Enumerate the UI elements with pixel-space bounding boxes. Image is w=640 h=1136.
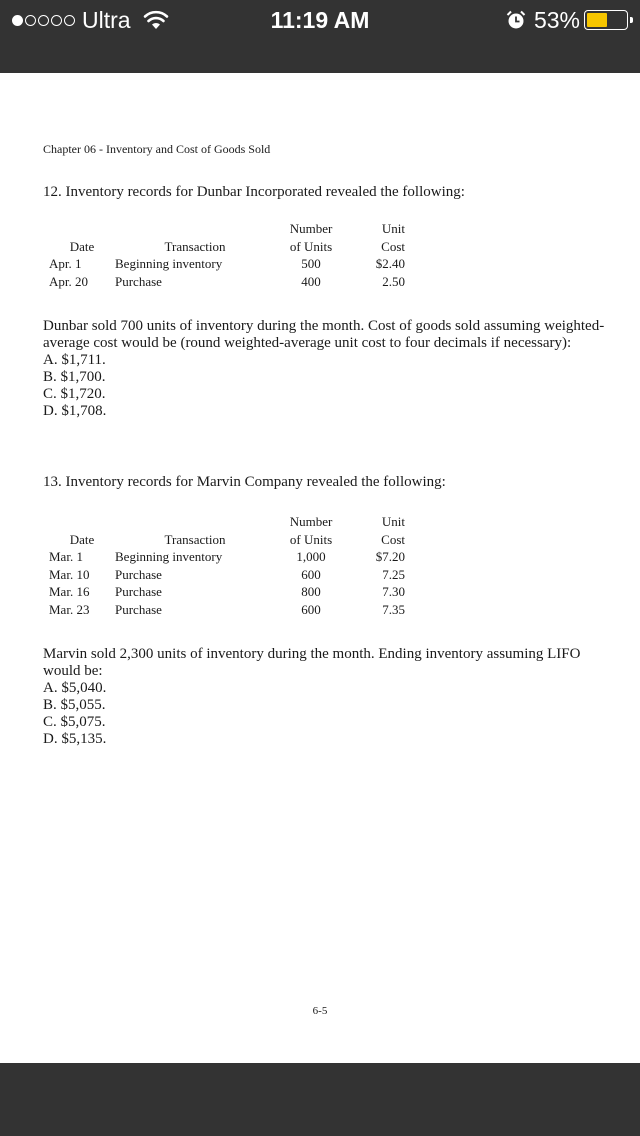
battery-tip (630, 17, 633, 23)
table-header-row (49, 238, 405, 256)
bottom-toolbar (0, 1063, 640, 1136)
table-header-row (49, 220, 405, 238)
cell-cost: 7.35 (382, 601, 405, 617)
cell-cost: 2.50 (382, 273, 405, 289)
cell-transaction: Purchase (115, 584, 162, 599)
header-units-line2: of Units (289, 531, 333, 547)
answer-choice-d: D. $1,708. (43, 403, 107, 419)
cell-date: Mar. 1 (49, 549, 83, 564)
table-header-row (49, 531, 405, 549)
table-row (49, 548, 405, 566)
cell-transaction: Beginning inventory (115, 549, 223, 564)
answer-choice-a: A. $5,040. (43, 680, 107, 696)
header-transaction: Transaction (164, 531, 226, 547)
answer-choice-b: B. $1,700. (43, 369, 106, 385)
cell-units: 600 (301, 601, 321, 617)
cell-transaction: Purchase (115, 273, 162, 289)
answer-choice-c: C. $5,075. (43, 714, 106, 730)
header-units-line1: Number (289, 514, 333, 529)
cell-transaction: Purchase (115, 566, 162, 582)
question-13-title: 13. Inventory records for Marvin Company revealed the following: (43, 474, 446, 490)
header-units-line1: Number (289, 221, 333, 236)
answer-choice-a: A. $1,711. (43, 352, 106, 368)
battery-percentage: 53% (533, 7, 580, 33)
table-row (49, 255, 405, 273)
answer-choice-d: D. $5,135. (43, 731, 107, 747)
cell-units: 500 (301, 256, 321, 271)
cell-cost: 7.25 (382, 566, 405, 582)
cell-units: 800 (301, 584, 321, 599)
header-units-line2: of Units (289, 238, 333, 254)
question-13-prompt: Marvin sold 2,300 units of inventory during the month. Ending inventory assuming LIFO would be: (43, 646, 581, 679)
header-cost-line1: Unit (381, 514, 405, 529)
alarm-clock-icon (506, 10, 526, 30)
question-13-choices (43, 680, 106, 748)
table-row (49, 583, 405, 601)
cell-transaction: Beginning inventory (115, 256, 223, 271)
battery-status (506, 6, 628, 34)
carrier-name: Ultra (82, 7, 131, 33)
header-cost-line1: Unit (381, 221, 405, 236)
cell-cost: $2.40 (375, 256, 405, 271)
header-cost-line2: Cost (381, 238, 405, 254)
table-row (49, 273, 405, 291)
header-date: Date (69, 238, 95, 254)
cell-transaction: Purchase (115, 601, 162, 617)
cell-date: Mar. 23 (49, 601, 90, 617)
question-12-title: 12. Inventory records for Dunbar Incorporated revealed the following: (43, 184, 465, 200)
table-row (49, 566, 405, 584)
clock: 11:19 AM (270, 7, 370, 33)
cell-date: Apr. 1 (49, 256, 82, 271)
battery-icon (584, 10, 628, 30)
cell-date: Apr. 20 (49, 273, 88, 289)
cell-cost: $7.20 (375, 549, 405, 564)
table-row (49, 601, 405, 619)
cell-date: Mar. 10 (49, 566, 90, 582)
question-12-prompt: Dunbar sold 700 units of inventory during the month. Cost of goods sold assuming weighted-average cost would be (round weighted-average unit cost to four decimals if necessary): (43, 318, 605, 351)
answer-choice-c: C. $1,720. (43, 386, 106, 402)
question-13-inventory-table (49, 513, 405, 618)
cell-units: 1,000 (296, 549, 326, 564)
chapter-heading: Chapter 06 - Inventory and Cost of Goods Sold (43, 142, 271, 156)
cell-units: 400 (301, 273, 321, 289)
answer-choice-b: B. $5,055. (43, 697, 106, 713)
cell-units: 600 (301, 566, 321, 582)
question-12-choices (43, 352, 106, 420)
header-transaction: Transaction (164, 238, 226, 254)
battery-level-fill (587, 13, 607, 27)
cell-cost: 7.30 (382, 584, 405, 599)
table-header-row (49, 513, 405, 531)
question-12-inventory-table (49, 220, 405, 290)
status-bar (0, 0, 640, 40)
document-page (0, 73, 640, 1063)
header-cost-line2: Cost (381, 531, 405, 547)
page-number: 6-5 (312, 1005, 328, 1017)
cell-date: Mar. 16 (49, 584, 90, 599)
top-toolbar (0, 0, 640, 73)
header-date: Date (69, 531, 95, 547)
